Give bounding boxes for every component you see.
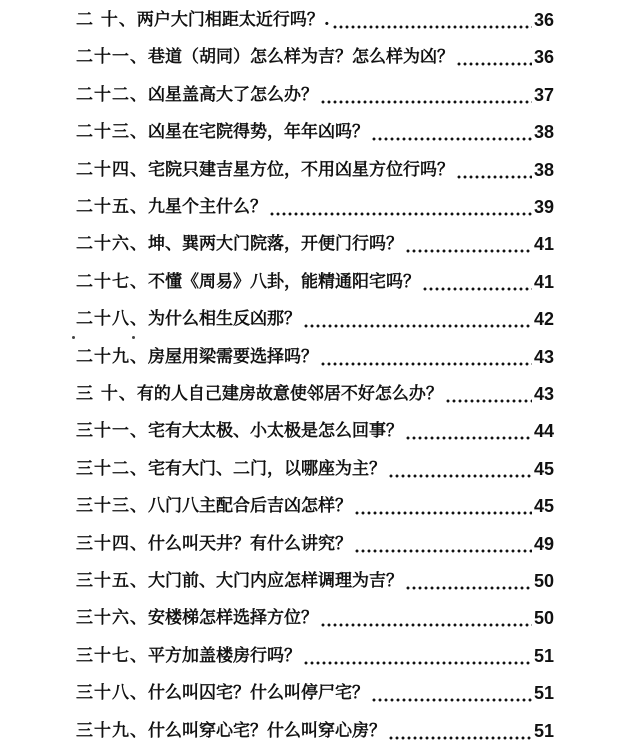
entry-page-number: 44 [533, 421, 554, 442]
entry-number: 三十五、 [76, 571, 148, 591]
toc-entry [76, 2, 554, 38]
toc-entry [76, 226, 554, 262]
entry-number: 二十三、 [76, 122, 148, 143]
scan-speck [132, 336, 135, 339]
toc-entry [76, 77, 554, 113]
entry-number: 二十五、 [76, 197, 148, 217]
entry-number: 三 十、 [76, 384, 137, 404]
entry-number: 三十二、 [76, 458, 148, 479]
entry-title: 安楼梯怎样选择方位？ [148, 608, 318, 629]
entry-page-number: 49 [533, 533, 554, 554]
toc-entry [76, 114, 554, 150]
entry-page-number: 43 [533, 384, 554, 404]
scan-speck [72, 336, 75, 339]
entry-number: 二十四、 [76, 159, 148, 180]
dot-leader [269, 189, 532, 225]
dot-leader [388, 451, 532, 487]
dot-leader [303, 301, 532, 337]
entry-number: 二十一、 [76, 47, 148, 68]
entry-page-number: 51 [533, 683, 554, 704]
entry-title: 巷道（胡同）怎么样为吉？怎么样为凶？ [148, 47, 454, 68]
entry-number: 二十六、 [76, 234, 148, 255]
toc-entry [76, 600, 554, 636]
entry-number: 二十九、 [76, 346, 148, 367]
entry-number: 二十八、 [76, 309, 148, 330]
toc-entry [76, 39, 554, 75]
entry-page-number: 45 [533, 496, 554, 517]
entry-title: 为什么相生反凶那？ [148, 309, 301, 330]
entry-number: 三十一、 [76, 421, 148, 442]
toc-entry [76, 152, 554, 188]
entry-title: 平方加盖楼房行吗？ [148, 645, 301, 666]
entry-title: 凶星在宅院得势，年年凶吗？ [148, 122, 369, 143]
dot-leader [332, 2, 532, 38]
toc-entry [76, 189, 554, 225]
entry-page-number: 45 [533, 458, 554, 479]
entry-title: 凶星盖高大了怎么办？ [148, 84, 318, 105]
entry-number: 三十四、 [76, 533, 148, 554]
dot-leader [405, 413, 532, 449]
entry-title: 八门八主配合后吉凶怎样？ [148, 496, 352, 517]
entry-page-number: 51 [533, 720, 554, 741]
entry-number: 二 十、 [76, 10, 137, 30]
entry-number: 三十八、 [76, 683, 148, 704]
dot-leader [371, 675, 532, 711]
entry-page-number: 38 [533, 159, 554, 180]
dot-leader [354, 526, 532, 562]
entry-title: 坤、巽两大门院落，开便门行吗？ [148, 234, 403, 255]
toc-entry [76, 339, 554, 375]
toc-entry [76, 675, 554, 711]
dot-leader [456, 39, 532, 75]
entry-number: 三十三、 [76, 496, 148, 517]
toc-entry [76, 488, 554, 524]
toc-entry [76, 526, 554, 562]
entry-page-number: 43 [533, 346, 554, 367]
entry-number: 二十二、 [76, 84, 148, 105]
entry-page-number: 39 [533, 197, 554, 217]
toc-entry [76, 638, 554, 674]
dot-leader [320, 77, 532, 113]
dot-leader [354, 488, 532, 524]
entry-number: 三十九、 [76, 720, 148, 741]
entry-page-number: 36 [533, 47, 554, 68]
entry-title: 什么叫囚宅？什么叫停尸宅？ [148, 683, 369, 704]
entry-page-number: 50 [533, 608, 554, 629]
toc-entry [76, 413, 554, 449]
entry-title: 宅有大太极、小太极是怎么回事？ [148, 421, 403, 442]
dot-leader [388, 713, 532, 749]
dot-leader [445, 376, 532, 412]
entry-page-number: 41 [533, 271, 554, 292]
dot-leader [320, 600, 532, 636]
dot-leader [303, 638, 532, 674]
toc-entry [76, 376, 554, 412]
toc-entry [76, 451, 554, 487]
entry-title: 宅有大门、二门，以哪座为主？ [148, 458, 386, 479]
dot-leader [422, 264, 532, 300]
entry-page-number: 38 [533, 122, 554, 143]
entry-title: 房屋用梁需要选择吗？ [148, 346, 318, 367]
dot-leader [371, 114, 532, 150]
entry-page-number: 51 [533, 645, 554, 666]
entry-page-number: 41 [533, 234, 554, 255]
entry-title: 有的人自己建房故意使邻居不好怎么办？ [136, 384, 443, 404]
dot-leader [320, 339, 532, 375]
entry-title: 什么叫穿心宅？什么叫穿心房？ [148, 720, 386, 741]
entry-title: 大门前、大门内应怎样调理为吉？ [148, 571, 403, 591]
entry-title: 两户大门相距太近行吗？. [136, 10, 330, 30]
entry-title: 什么叫天井？有什么讲究？ [148, 533, 352, 554]
dot-leader [405, 226, 532, 262]
entry-page-number: 36 [533, 10, 554, 30]
entry-number: 二十七、 [76, 271, 148, 292]
entry-number: 三十七、 [76, 645, 148, 666]
toc-entry [76, 301, 554, 337]
dot-leader [405, 563, 532, 599]
entry-title: 宅院只建吉星方位，不用凶星方位行吗？ [148, 159, 454, 180]
entry-title: 九星个主什么？ [148, 197, 267, 217]
entry-number: 三十六、 [76, 608, 148, 629]
toc-entry [76, 713, 554, 749]
entry-page-number: 42 [533, 309, 554, 330]
toc-entry [76, 264, 554, 300]
entry-page-number: 37 [533, 84, 554, 105]
entry-page-number: 50 [533, 571, 554, 591]
toc-entry [76, 563, 554, 599]
entry-title: 不懂《周易》八卦，能精通阳宅吗？ [148, 271, 420, 292]
dot-leader [456, 152, 532, 188]
